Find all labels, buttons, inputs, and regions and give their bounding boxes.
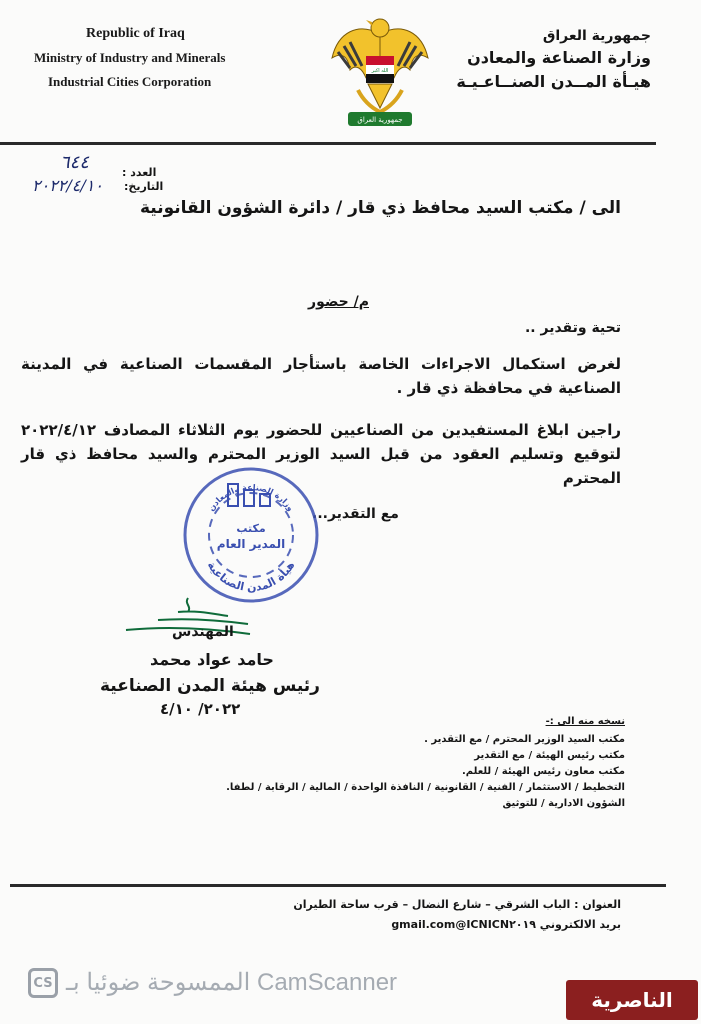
header-english-line-2: Ministry of Industry and Minerals <box>34 50 226 65</box>
copy-recipient: التخطيط / الاستثمار / الفنية / القانونية / النافذة الواحدة / المالية / الرقابة / لطفا. <box>226 782 625 793</box>
paragraph-2: راجين ابلاغ المستفيدين من الصناعيين للحضور يوم الثلاثاء المصادف ٢٠٢٢/٤/١٢ لتوقيع وتسليم العقود من قبل السيد الوزير المحترم والسيد محافظ ذي قار المحترم <box>21 421 621 487</box>
addressee: الى / مكتب السيد محافظ ذي قار / دائرة الشؤون القانونية <box>139 198 621 218</box>
stamp-center-line-2: المدير العام <box>216 537 286 551</box>
stamp-bottom-text: هيأة المدن الصناعية <box>204 559 298 595</box>
header-divider <box>0 142 656 145</box>
svg-text:وزارة الصناعة والمعادن <box>207 483 296 513</box>
stamp-top-text: وزارة الصناعة والمعادن <box>206 482 296 513</box>
subject: م/ حضور <box>308 294 369 310</box>
site-logo <box>566 980 698 1020</box>
copy-recipient: مكتب رئيس الهيئة / مع التقدير <box>474 750 625 761</box>
site-logo-text: الناصرية <box>591 988 673 1012</box>
header-arabic-line-3: هيـأة المــدن الصنــاعـيـة <box>456 72 651 91</box>
footer-divider <box>10 884 666 887</box>
signatory-position: رئيس هيئة المدن الصناعية <box>100 676 320 696</box>
camscanner-logo-icon: CS <box>28 968 58 998</box>
date-label: التاريخ: <box>124 180 164 193</box>
header-arabic-line-2: وزارة الصناعة والمعادن <box>467 48 651 67</box>
date-value: ٢٠٢٢/٤/١٠ <box>32 176 103 195</box>
header-english-line-3: Industrial Cities Corporation <box>48 74 212 89</box>
header-arabic-line-1: جمهورية العراق <box>542 28 651 44</box>
greeting: تحية وتقدير .. <box>524 320 621 336</box>
header-english-line-1: Republic of Iraq <box>86 26 185 41</box>
copy-recipient: مكتب السيد الوزير المحترم / مع التقدير . <box>424 734 625 745</box>
number-label: العدد : <box>122 166 157 179</box>
svg-text:هيأة المدن الصناعية <box>205 559 298 594</box>
signature-date: ٢٠٢٢/ ٤/١٠ <box>160 700 241 718</box>
signatory-name: حامد عواد محمد <box>150 650 274 669</box>
number-value: ٦٤٤ <box>60 152 90 173</box>
closing: مع التقدير... <box>312 506 399 522</box>
copy-recipient: مكتب معاون رئيس الهيئة / للعلم. <box>461 766 625 777</box>
iraq-eagle-emblem-icon <box>328 12 432 136</box>
svg-text:الله اكبر: الله اكبر <box>371 68 389 74</box>
signatory-title: المهندس <box>172 624 234 640</box>
official-stamp-icon <box>178 462 324 608</box>
copy-recipient: الشؤون الادارية / للتوثيق <box>502 798 625 809</box>
copies-heading: نسخه منه الى :- <box>545 716 625 727</box>
emblem-banner-text: جمهورية العراق <box>357 116 403 124</box>
stamp-center-line-1: مكتب <box>236 522 266 535</box>
footer-address: العنوان : الباب الشرقي – شارع النضال – قرب ساحة الطيران <box>293 898 621 911</box>
footer-email: بريد الالكتروني ICNICN٢٠١٩@gmail.com <box>391 918 621 931</box>
camscanner-watermark: الممسوحة ضوئيا بـ CamScanner <box>66 969 398 996</box>
paragraph-1: لغرض استكمال الاجراءات الخاصة باستأجار المقسمات الصناعية في المدينة الصناعية في محافظة ذي قار . <box>21 355 621 397</box>
